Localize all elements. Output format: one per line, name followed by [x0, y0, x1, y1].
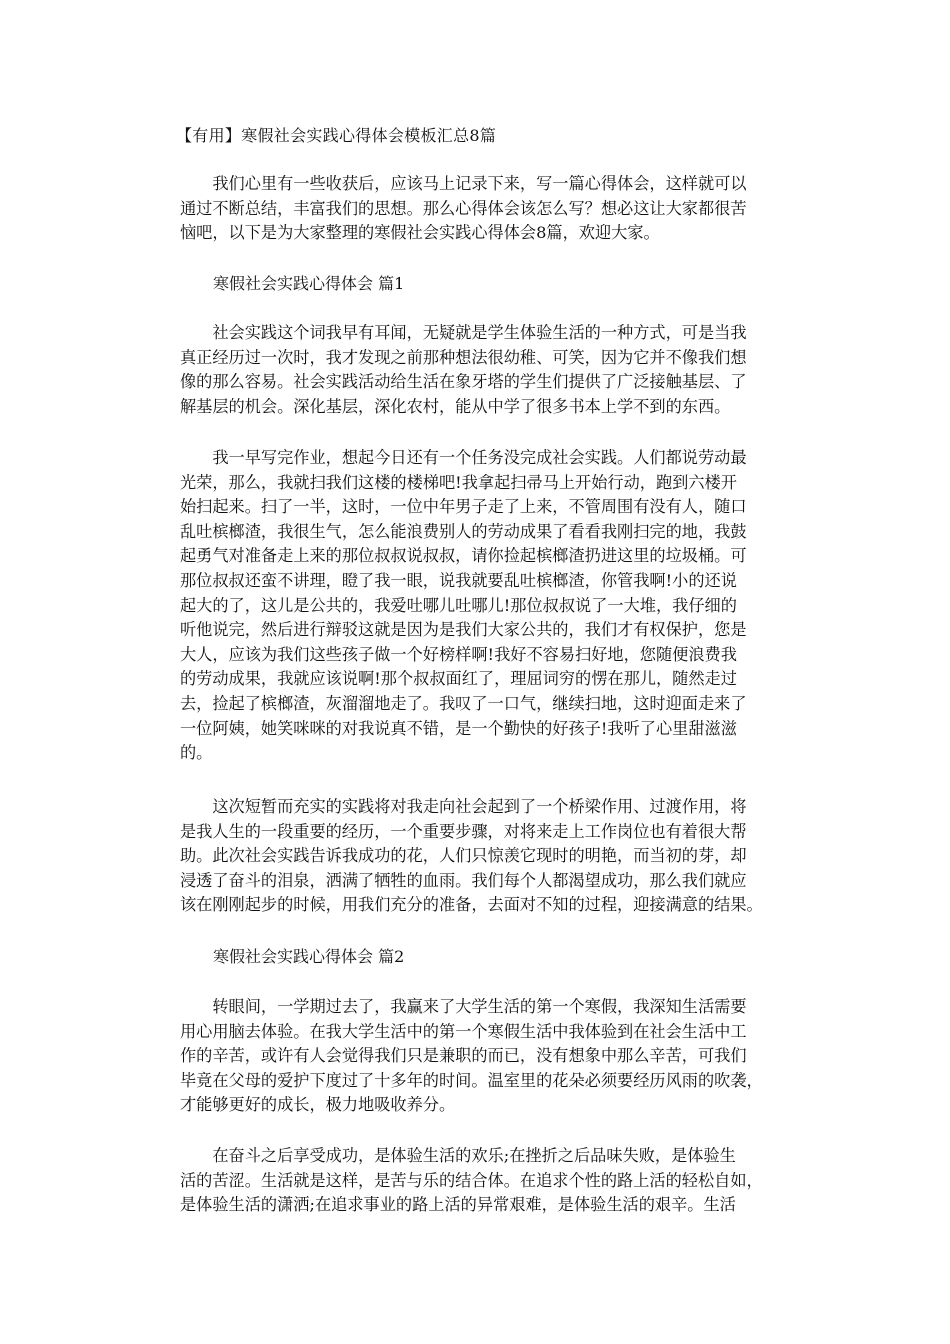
text-line: 起大的了，这儿是公共的，我爱吐哪儿吐哪儿!那位叔叔说了一大堆，我仔细的 [180, 595, 737, 615]
text-line: 光荣，那么，我就扫我们这楼的楼梯吧!我拿起扫帚马上开始行动，跑到六楼开 [180, 472, 737, 492]
text-line: 通过不断总结，丰富我们的思想。那么心得体会该怎么写？想必这让大家都很苦 [180, 198, 747, 218]
text-line: 大人，应该为我们这些孩子做一个好榜样啊!我好不容易扫好地，您随便浪费我 [180, 644, 737, 664]
text-line: 转眼间，一学期过去了，我赢来了大学生活的第一个寒假，我深知生活需要 [180, 997, 747, 1016]
text-line: 恼吧，以下是为大家整理的寒假社会实践心得体会8篇，欢迎大家。 [180, 223, 660, 243]
text-line: 真正经历过一次时，我才发现之前那种想法很幼稚、可笑，因为它并不像我们想 [180, 347, 747, 367]
intro-paragraph [180, 172, 778, 246]
section1-paragraph-1 [180, 321, 778, 419]
text-line: 一位阿姨，她笑咪咪的对我说真不错，是一个勤快的好孩子!我听了心里甜滋滋 [180, 718, 737, 738]
text-line: 起勇气对准备走上来的那位叔叔说叔叔，请你捡起槟榔渣扔进这里的垃圾桶。可 [180, 546, 747, 566]
text-line: 听他说完，然后进行辩驳这就是因为是我们大家公共的，我们才有权保护，您是 [180, 620, 747, 640]
text-line: 这次短暂而充实的实践将对我走向社会起到了一个桥梁作用、过渡作用，将 [180, 797, 747, 816]
document-title: 【有用】寒假社会实践心得体会模板汇总8篇 [176, 126, 497, 145]
text-line: 那位叔叔还蛮不讲理，瞪了我一眼，说我就要乱吐槟榔渣，你管我啊!小的还说 [180, 570, 737, 590]
text-line: 我们心里有一些收获后，应该马上记录下来，写一篇心得体会，这样就可以 [180, 174, 747, 193]
text-line: 是体验生活的潇洒;在追求事业的路上活的异常艰难，是体验生活的艰辛。生活 [180, 1195, 736, 1215]
text-line: 乱吐槟榔渣，我很生气，怎么能浪费别人的劳动成果了看看我刚扫完的地，我鼓 [180, 521, 747, 541]
text-line: 在奋斗之后享受成功，是体验生活的欢乐;在挫折之后品味失败，是体验生 [180, 1146, 736, 1165]
text-line: 社会实践这个词我早有耳闻，无疑就是学生体验生活的一种方式，可是当我 [180, 323, 747, 342]
section-heading-1: 寒假社会实践心得体会 篇1 [213, 274, 405, 293]
text-line: 该在刚刚起步的时候，用我们充分的准备，去面对不知的过程，迎接满意的结果。 [180, 895, 763, 915]
text-line: 作的辛苦，或许有人会觉得我们只是兼职的而已，没有想象中那么辛苦，可我们 [180, 1046, 747, 1066]
section2-paragraph-1 [180, 995, 778, 1118]
section1-paragraph-2 [180, 446, 778, 766]
text-line: 用心用脑去体验。在我大学生活中的第一个寒假生活中我体验到在社会生活中工 [180, 1021, 747, 1041]
text-line: 毕竟在父母的爱护下度过了十多年的时间。温室里的花朵必须要经历风雨的吹袭， [180, 1070, 763, 1090]
text-line: 始扫起来。扫了一半，这时，一位中年男子走了上来，不管周围有没有人，随口 [180, 497, 747, 517]
section1-paragraph-3 [180, 795, 778, 918]
text-line: 解基层的机会。深化基层，深化农村，能从中学了很多书本上学不到的东西。 [180, 396, 731, 416]
text-line: 我一早写完作业，想起今日还有一个任务没完成社会实践。人们都说劳动最 [180, 448, 747, 467]
text-line: 助。此次社会实践告诉我成功的花，人们只惊羡它现时的明艳，而当初的芽，却 [180, 846, 747, 866]
section2-paragraph-2 [180, 1144, 778, 1218]
text-line: 浸透了奋斗的泪泉，洒满了牺牲的血雨。我们每个人都渴望成功，那么我们就应 [180, 870, 747, 890]
text-line: 的劳动成果，我就应该说啊!那个叔叔面红了，理屈词穷的愣在那儿，随然走过 [180, 669, 737, 689]
text-line: 是我人生的一段重要的经历，一个重要步骤，对将来走上工作岗位也有着很大帮 [180, 821, 747, 841]
section-heading-2: 寒假社会实践心得体会 篇2 [213, 947, 405, 966]
text-line: 去，捡起了槟榔渣，灰溜溜地走了。我叹了一口气，继续扫地，这时迎面走来了 [180, 693, 747, 713]
text-line: 的。 [180, 743, 213, 763]
text-line: 活的苦涩。生活就是这样，是苦与乐的结合体。在追求个性的路上活的轻松自如， [180, 1170, 763, 1190]
text-line: 像的那么容易。社会实践活动给生活在象牙塔的学生们提供了广泛接触基层、了 [180, 372, 747, 392]
text-line: 才能够更好的成长，极力地吸收养分。 [180, 1095, 456, 1115]
